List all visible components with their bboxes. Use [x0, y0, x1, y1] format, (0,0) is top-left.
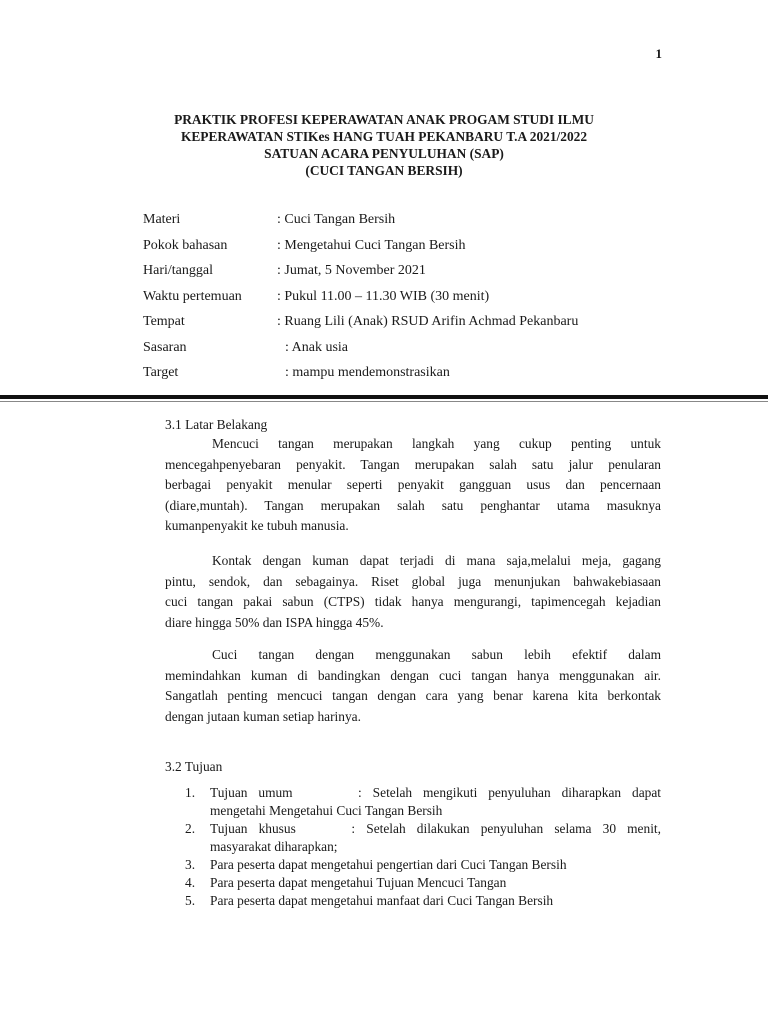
paragraph-line: Sangatlah penting mencuci tangan dengan cara yang benar karena kita berkontak — [165, 688, 661, 703]
info-value: : Anak usia — [285, 339, 348, 355]
info-value: : Pukul 11.00 – 11.30 WIB (30 menit) — [277, 288, 490, 304]
info-label: Sasaran — [143, 339, 187, 355]
paragraph-line: kumanpenyakit ke tubuh manusia. — [165, 518, 349, 533]
info-row-tempat — [143, 314, 703, 340]
title-line-2: KEPERAWATAN STIKes HANG TUAH PEKANBARU T.A 2021/2022 — [180, 129, 588, 144]
info-label: Pokok bahasan — [143, 237, 228, 253]
info-row-pokok-bahasan — [143, 238, 703, 264]
list-item — [165, 892, 661, 910]
paragraph-line: (diare,muntah). Tangan merupakan salah satu penghantar utama masuknya — [165, 497, 661, 513]
list-item-line: Tujuan khusus : Setelah dilakukan penyuluhan selama 30 menit, — [210, 821, 661, 836]
list-item-line: mengetahi Mengetahui Cuci Tangan Bersih — [210, 803, 443, 818]
page-number: 1 — [655, 46, 662, 61]
paragraph-line: diare hingga 50% dan ISPA hingga 45%. — [165, 614, 384, 630]
info-row-waktu — [143, 289, 703, 315]
list-number: 5. — [185, 893, 196, 908]
paragraph-line: pintu, sendok, dan sebagainya. Riset global juga menunjukan bahwakebiasaan — [165, 573, 661, 589]
info-label: Waktu pertemuan — [143, 288, 242, 304]
list-item-line: Para peserta dapat mengetahui Tujuan Mencuci Tangan — [210, 875, 507, 890]
info-value: : Cuci Tangan Bersih — [277, 212, 396, 227]
list-number: 3. — [185, 857, 196, 872]
title-line-4: (CUCI TANGAN BERSIH) — [305, 163, 463, 178]
info-row-sasaran — [143, 340, 703, 366]
section-heading-latar-belakang: 3.1 Latar Belakang — [165, 417, 268, 432]
info-value: : Ruang Lili (Anak) RSUD Arifin Achmad Pekanbaru — [277, 314, 579, 329]
header-divider-thin — [0, 401, 768, 402]
list-item-line: Para peserta dapat mengetahui pengertian dari Cuci Tangan Bersih — [210, 857, 567, 872]
paragraph-line: mencegahpenyebaran penyakit. Tangan merupakan salah satu jalur penularan — [165, 456, 661, 472]
list-item — [165, 784, 661, 820]
paragraph-line: dengan jutaan kuman setiap harinya. — [165, 708, 361, 724]
info-row-hari-tanggal — [143, 263, 703, 289]
paragraph-latar-2 — [165, 551, 661, 633]
list-item-line: Tujuan umum : Setelah mengikuti penyuluhan diharapkan dapat — [210, 785, 661, 800]
info-value: : Jumat, 5 November 2021 — [277, 263, 426, 278]
paragraph-line: berbagai penyakit menular seperti penyakit gangguan usus dan pencernaan — [165, 477, 661, 492]
list-item-line: Para peserta dapat mengetahui manfaat dari Cuci Tangan Bersih — [210, 893, 554, 908]
list-item — [165, 874, 661, 892]
paragraph-latar-3 — [165, 645, 661, 727]
goal-list — [165, 784, 661, 910]
info-value: : Mengetahui Cuci Tangan Bersih — [277, 237, 466, 253]
header-divider — [0, 395, 768, 399]
list-item — [165, 820, 661, 856]
list-item-line: masyarakat diharapkan; — [210, 839, 338, 854]
paragraph-line: cuci tangan pakai sabun (CTPS) tidak hanya mengurangi, tapimencegah kejadian — [165, 594, 661, 609]
list-number: 4. — [185, 875, 196, 890]
list-number: 1. — [185, 785, 196, 800]
info-label: Tempat — [143, 314, 185, 329]
list-number: 2. — [185, 821, 196, 836]
paragraph-line: Mencuci tangan merupakan langkah yang cukup penting untuk — [212, 436, 661, 451]
info-table — [143, 212, 703, 391]
paragraph-line: Cuci tangan dengan menggunakan sabun lebih efektif dalam — [212, 647, 661, 662]
info-label: Materi — [143, 212, 181, 227]
paragraph-line: Kontak dengan kuman dapat terjadi di mana saja,melalui meja, gagang — [212, 553, 661, 568]
document-title — [100, 111, 668, 179]
info-label: Hari/tanggal — [143, 263, 213, 278]
title-line-3: SATUAN ACARA PENYULUHAN (SAP) — [264, 146, 504, 161]
info-row-materi — [143, 212, 703, 238]
list-item — [165, 856, 661, 874]
paragraph-line: memindahkan kuman di bandingkan dengan cuci tangan hanya menggunakan air. — [165, 667, 661, 683]
info-label: Target — [143, 365, 179, 380]
info-row-target — [143, 365, 703, 391]
title-line-1: PRAKTIK PROFESI KEPERAWATAN ANAK PROGAM STUDI ILMU — [174, 112, 594, 127]
paragraph-latar-1 — [165, 434, 661, 537]
info-value: : mampu mendemonstrasikan — [285, 365, 450, 380]
section-heading-tujuan: 3.2 Tujuan — [165, 759, 223, 774]
